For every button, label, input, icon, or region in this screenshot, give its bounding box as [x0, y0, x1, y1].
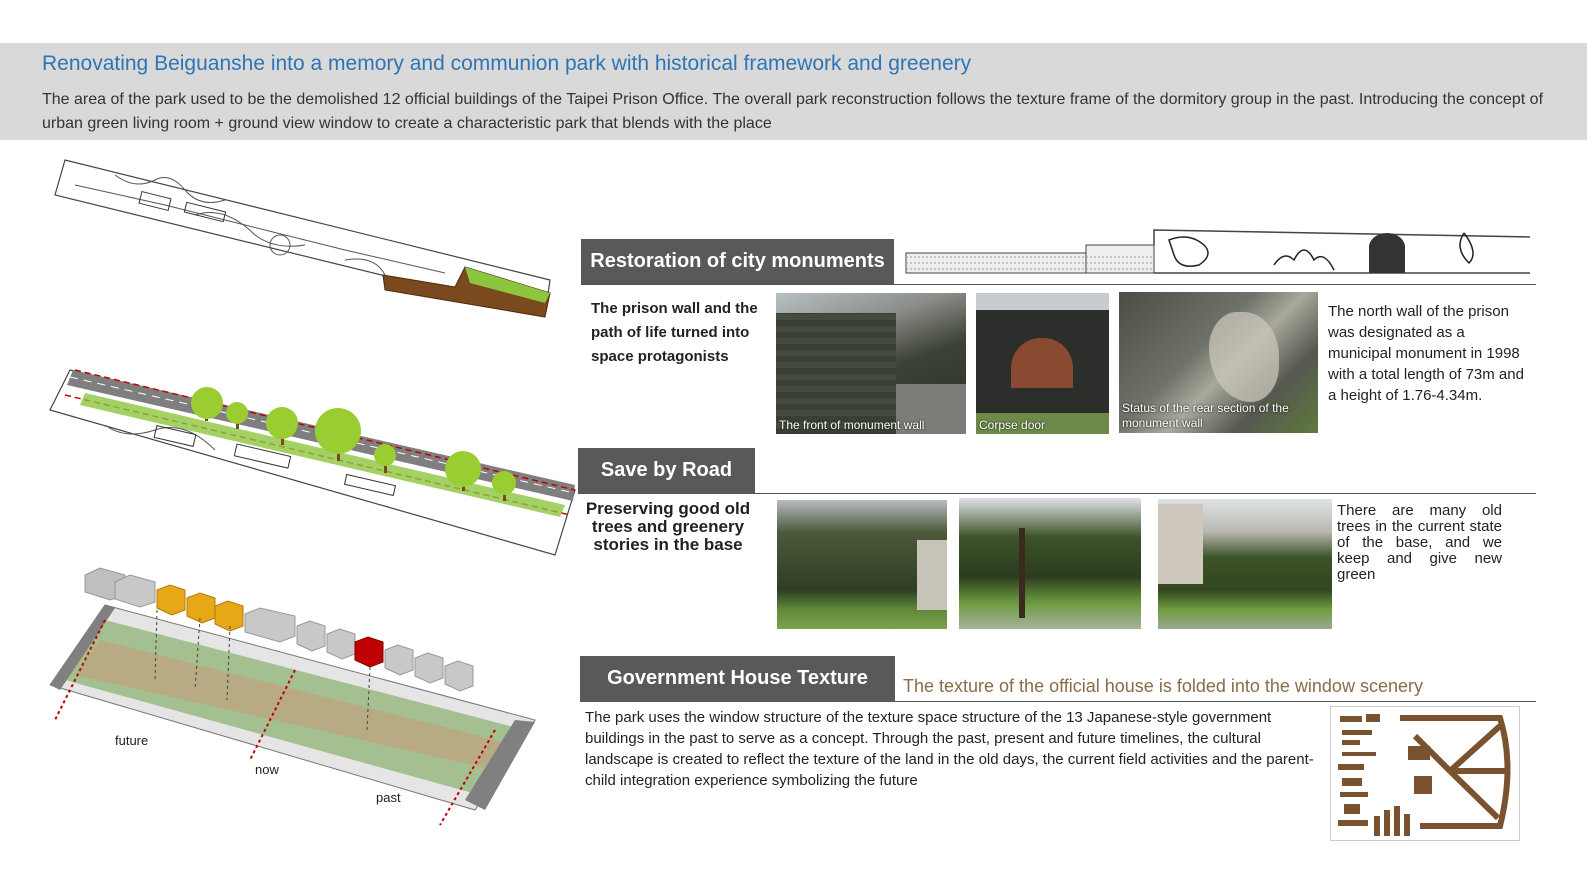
house-block	[415, 653, 443, 683]
page-description: The area of the park used to be the demolished 12 official buildings of the Taipei Prison Office. The overall park reconstruction follows the texture frame of the dormitory group in the past. Introducing the concept of urban green living room + ground view window to create a characteristic park that blends with the place	[42, 91, 1544, 132]
photo-caption: Status of the rear section of the monument wall	[1122, 401, 1289, 430]
header-banner	[0, 43, 1587, 140]
timeline-label-past: past	[376, 790, 401, 805]
save-by-road-intro: Preserving good old trees and greenery stories in the base	[585, 499, 751, 554]
government-house-body: The park uses the window structure of the texture space structure of the 13 Japanese-style government buildings in the past to serve as a concept. Through the past, present and future timelines, the cultural landscape is created to reflect the texture of the land in the old days, the current field activities and the parent-child integration experience symbolizing the future	[585, 709, 1314, 789]
house-block	[215, 601, 243, 631]
photo-caption: Corpse door	[979, 418, 1046, 432]
section-label-restoration: Restoration of city monuments	[581, 239, 894, 284]
government-house-subtitle: The texture of the official house is folded into the window scenery	[903, 676, 1423, 696]
house-block	[445, 661, 473, 691]
photo-old-trees-1	[777, 500, 947, 629]
section-label-government-house: Government House Texture	[580, 656, 895, 701]
save-by-road-note: There are many old trees in the current state of the base, and we keep and give new green	[1337, 502, 1502, 583]
photo-corpse-door	[976, 293, 1109, 434]
monument-wall-elevation	[904, 225, 1534, 277]
house-block	[385, 645, 413, 675]
timeline-label-now: now	[255, 762, 279, 777]
section-rule	[578, 493, 1536, 494]
timeline-label-future: future	[115, 733, 149, 748]
house-block	[187, 593, 215, 623]
axonometric-plan-trees	[45, 365, 580, 560]
photo-caption: The front of monument wall	[779, 418, 925, 432]
section-rule	[580, 701, 1536, 702]
house-block	[297, 621, 325, 651]
photo-rear-wall	[1119, 292, 1318, 433]
section-rule	[581, 284, 1536, 285]
restoration-intro: The prison wall and the path of life turned into space protagonists	[591, 300, 758, 365]
photo-monument-wall-front	[776, 293, 966, 434]
section-label-save-by-road: Save by Road	[578, 448, 755, 493]
house-block	[245, 608, 295, 642]
photo-old-trees-3	[1158, 499, 1332, 629]
axonometric-timeline-model	[45, 560, 545, 835]
restoration-note: The north wall of the prison was designated as a municipal monument in 1998 with a total length of 73m and a height of 1.76-4.34m.	[1328, 303, 1524, 404]
photo-old-trees-2	[959, 498, 1141, 629]
site-plan-texture	[1330, 706, 1520, 841]
house-block	[355, 637, 383, 667]
house-block	[115, 575, 155, 607]
page-title: Renovating Beiguanshe into a memory and communion park with historical framework and greenery	[42, 52, 972, 75]
house-block	[157, 585, 185, 615]
house-block	[327, 629, 355, 659]
axonometric-plan-wall	[45, 155, 560, 335]
